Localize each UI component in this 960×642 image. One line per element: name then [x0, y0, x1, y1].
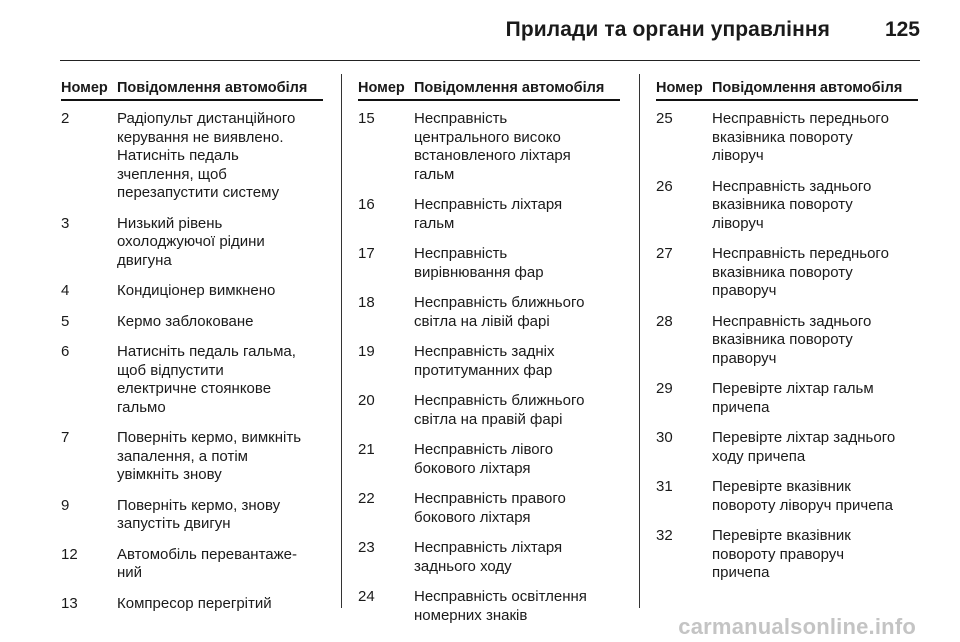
- message-text: [712, 110, 918, 166]
- message-line: Несправність правого: [414, 490, 566, 507]
- table-row: [358, 196, 620, 233]
- message-number: 20: [358, 392, 375, 409]
- table-row: [61, 546, 323, 583]
- message-number: 31: [656, 478, 673, 495]
- message-text: [414, 343, 620, 380]
- table-header: [61, 80, 323, 101]
- message-line: Компресор перегрітий: [117, 594, 272, 612]
- message-text: [414, 539, 620, 576]
- message-line: центрального високо: [414, 128, 561, 146]
- message-line: Перевірте вказівник: [712, 527, 851, 544]
- message-text: [414, 392, 620, 429]
- message-table-column-2: [358, 80, 620, 637]
- message-line: вказівника повороту: [712, 331, 853, 348]
- message-line: Несправність заднього: [712, 177, 872, 195]
- message-text: [414, 245, 620, 282]
- message-number: 22: [358, 490, 375, 507]
- message-line: Несправність: [414, 110, 508, 127]
- table-row: [358, 441, 620, 478]
- message-line: вказівника повороту: [712, 263, 853, 281]
- message-line: бокового ліхтаря: [414, 508, 531, 526]
- message-line: запустіть двигун: [117, 515, 231, 532]
- message-number: 19: [358, 343, 375, 360]
- table-row: [358, 490, 620, 527]
- message-line: праворуч: [712, 349, 777, 367]
- header-number: Номер: [61, 80, 108, 96]
- message-line: ліворуч: [712, 147, 764, 164]
- message-table-column-3: [656, 80, 918, 595]
- message-number: 18: [358, 294, 375, 311]
- message-line: гальм: [414, 165, 455, 183]
- table-row: [61, 215, 323, 271]
- message-number: 6: [61, 343, 70, 360]
- message-number: 21: [358, 441, 375, 458]
- message-text: [117, 343, 323, 417]
- table-row: [656, 178, 918, 234]
- message-line: Несправність лівого: [414, 441, 554, 458]
- message-line: Натисніть педаль: [117, 147, 239, 164]
- message-number: 26: [656, 177, 673, 195]
- message-text: [117, 546, 323, 583]
- message-text: [117, 110, 323, 203]
- table-row: [656, 110, 918, 166]
- message-line: повороту праворуч: [712, 545, 845, 563]
- header-number: Номер: [656, 80, 703, 96]
- column-divider: [341, 74, 342, 608]
- message-line: керування не виявлено.: [117, 128, 284, 146]
- message-number: 5: [61, 312, 70, 330]
- message-line: Несправність заднього: [712, 312, 872, 330]
- message-line: Радіопульт дистанційного: [117, 110, 296, 127]
- message-number: 12: [61, 545, 78, 563]
- message-text: [414, 588, 620, 625]
- column-divider: [639, 74, 640, 608]
- message-number: 4: [61, 282, 70, 299]
- message-number: 32: [656, 527, 673, 544]
- message-text: [414, 110, 620, 184]
- message-number: 17: [358, 245, 375, 262]
- message-number: 27: [656, 245, 673, 262]
- table-row: [656, 380, 918, 417]
- message-text: [117, 313, 323, 332]
- message-number: 13: [61, 594, 78, 612]
- message-line: Несправність: [414, 245, 508, 262]
- table-rows: [656, 110, 918, 583]
- table-row: [656, 245, 918, 301]
- message-text: [712, 478, 918, 515]
- table-row: [656, 527, 918, 583]
- table-row: [358, 539, 620, 576]
- message-line: Несправність ліхтаря: [414, 196, 563, 213]
- message-line: Несправність задніх: [414, 343, 555, 360]
- message-line: щоб відпустити: [117, 361, 224, 379]
- message-line: причепа: [712, 398, 770, 416]
- message-number: 3: [61, 214, 70, 232]
- message-line: вказівника повороту: [712, 128, 853, 146]
- message-number: 2: [61, 110, 70, 127]
- table-row: [358, 343, 620, 380]
- page-title: Прилади та органи управління: [505, 18, 830, 41]
- message-text: [117, 497, 323, 534]
- table-row: [358, 245, 620, 282]
- message-line: гальм: [414, 214, 455, 232]
- message-line: Перевірте вказівник: [712, 478, 851, 495]
- message-line: Несправність переднього: [712, 110, 889, 127]
- message-text: [414, 490, 620, 527]
- message-line: електричне стоянкове: [117, 380, 272, 397]
- message-line: Кондиціонер вимкнено: [117, 282, 276, 299]
- table-row: [61, 497, 323, 534]
- table-row: [61, 595, 323, 614]
- message-number: 23: [358, 539, 375, 556]
- header-number: Номер: [358, 80, 405, 96]
- message-line: встановленого ліхтаря: [414, 147, 571, 164]
- message-line: Несправність переднього: [712, 245, 889, 262]
- watermark: carmanualsonline.info: [678, 614, 916, 639]
- message-line: Несправність ближнього: [414, 294, 585, 311]
- message-line: Поверніть кермо, знову: [117, 496, 281, 514]
- message-number: 29: [656, 380, 673, 397]
- message-line: номерних знаків: [414, 606, 528, 624]
- message-line: Несправність освітлення: [414, 588, 587, 605]
- message-number: 25: [656, 110, 673, 127]
- message-line: повороту ліворуч причепа: [712, 496, 894, 514]
- message-text: [712, 429, 918, 466]
- table-row: [358, 294, 620, 331]
- table-row: [61, 282, 323, 301]
- message-number: 7: [61, 429, 70, 446]
- message-text: [712, 380, 918, 417]
- table-row: [61, 313, 323, 332]
- message-line: ліворуч: [712, 214, 764, 232]
- table-row: [358, 588, 620, 625]
- message-line: гальмо: [117, 398, 166, 416]
- message-text: [414, 441, 620, 478]
- message-line: Поверніть кермо, вимкніть: [117, 429, 302, 446]
- message-line: заднього ходу: [414, 557, 512, 575]
- message-table-column-1: [61, 80, 323, 625]
- header-message: Повідомлення автомобіля: [712, 80, 903, 96]
- message-text: [117, 429, 323, 485]
- message-line: Низький рівень: [117, 214, 223, 232]
- page-number: 125: [884, 18, 920, 41]
- message-text: [712, 313, 918, 369]
- page-header: [0, 0, 960, 62]
- message-line: вирівнювання фар: [414, 263, 544, 281]
- message-line: світла на правій фарі: [414, 410, 563, 428]
- message-line: Перевірте ліхтар заднього: [712, 429, 896, 446]
- message-text: [712, 527, 918, 583]
- message-line: ний: [117, 564, 143, 581]
- message-line: протитуманних фар: [414, 361, 553, 379]
- message-line: увімкніть знову: [117, 466, 222, 483]
- message-line: Несправність ближнього: [414, 392, 585, 409]
- header-message: Повідомлення автомобіля: [414, 80, 605, 96]
- message-line: праворуч: [712, 282, 777, 299]
- table-row: [656, 478, 918, 515]
- table-row: [656, 313, 918, 369]
- table-header: [358, 80, 620, 101]
- message-line: Несправність ліхтаря: [414, 539, 563, 556]
- table-rows: [61, 110, 323, 613]
- message-text: [117, 595, 323, 614]
- message-number: 15: [358, 110, 375, 127]
- message-text: [712, 178, 918, 234]
- message-text: [712, 245, 918, 301]
- message-line: Натисніть педаль гальма,: [117, 343, 296, 360]
- table-row: [61, 110, 323, 203]
- message-text: [117, 282, 323, 301]
- message-line: охолоджуючої рідини: [117, 233, 265, 250]
- message-number: 30: [656, 429, 673, 446]
- header-divider: [60, 60, 920, 61]
- message-line: вказівника повороту: [712, 196, 853, 213]
- header-message: Повідомлення автомобіля: [117, 80, 308, 96]
- message-line: ходу причепа: [712, 447, 806, 465]
- message-line: причепа: [712, 564, 770, 581]
- message-text: [414, 196, 620, 233]
- table-rows: [358, 110, 620, 625]
- message-line: перезапустити систему: [117, 184, 280, 201]
- message-line: зчеплення, щоб: [117, 165, 227, 183]
- table-row: [61, 429, 323, 485]
- message-number: 9: [61, 496, 70, 514]
- message-line: Автомобіль перевантаже‐: [117, 545, 297, 563]
- message-line: бокового ліхтаря: [414, 459, 531, 477]
- message-line: Кермо заблоковане: [117, 312, 254, 330]
- message-line: Перевірте ліхтар гальм: [712, 380, 874, 397]
- message-text: [414, 294, 620, 331]
- table-row: [656, 429, 918, 466]
- message-line: запалення, а потім: [117, 447, 248, 465]
- table-row: [61, 343, 323, 417]
- message-number: 28: [656, 312, 673, 330]
- message-text: [117, 215, 323, 271]
- message-line: світла на лівій фарі: [414, 312, 550, 330]
- message-number: 24: [358, 588, 375, 605]
- table-header: [656, 80, 918, 101]
- message-line: двигуна: [117, 251, 172, 269]
- table-row: [358, 110, 620, 184]
- table-row: [358, 392, 620, 429]
- message-number: 16: [358, 196, 375, 213]
